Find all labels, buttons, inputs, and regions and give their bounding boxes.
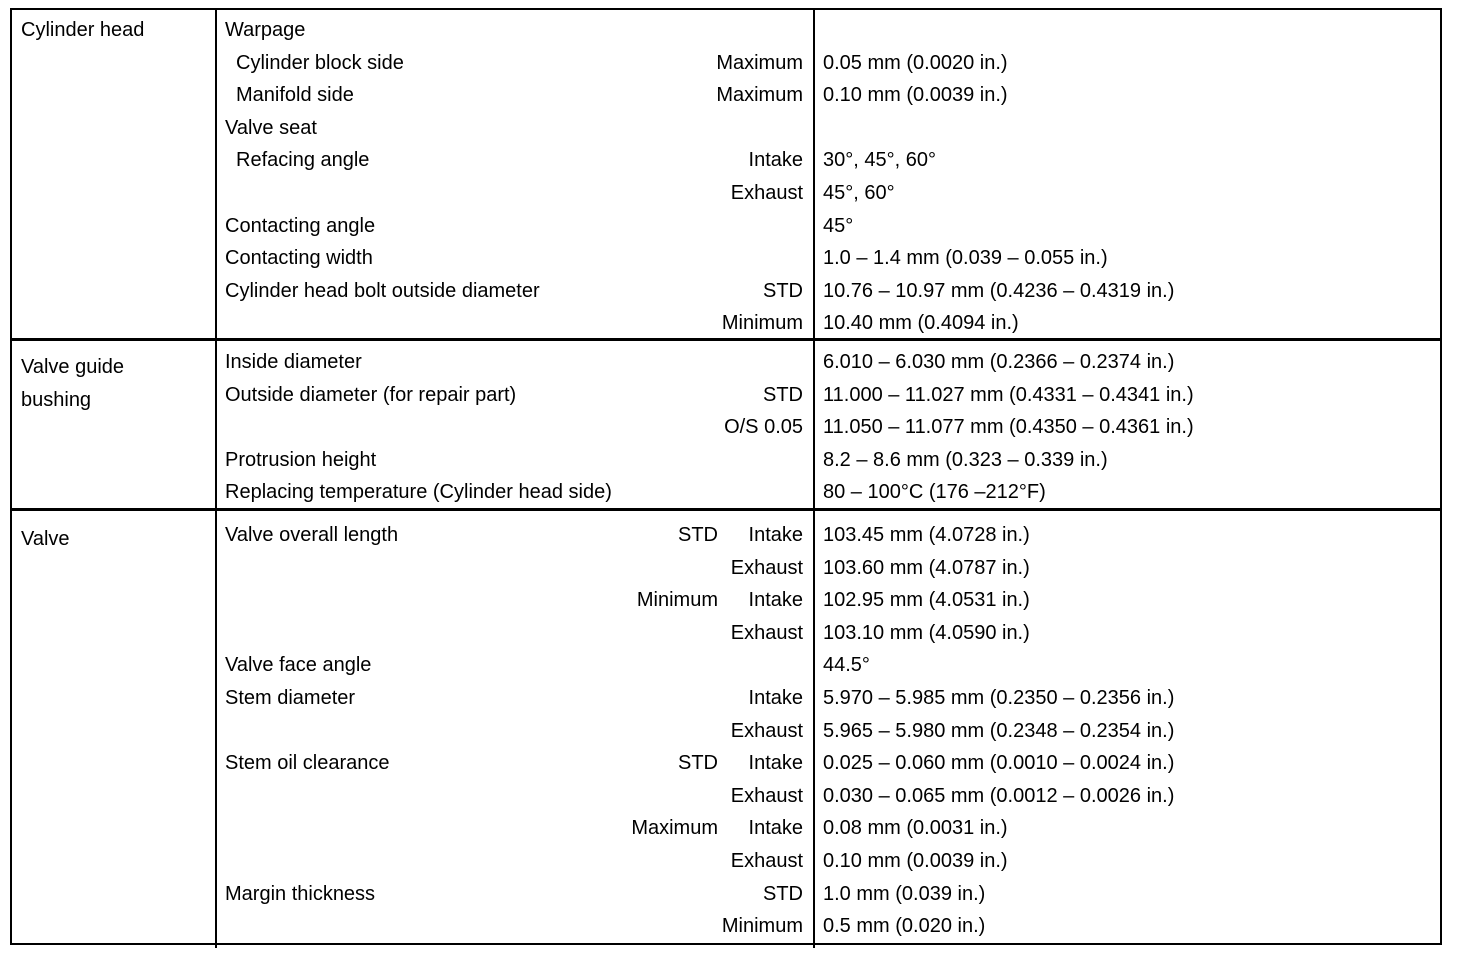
spec-value: 1.0 – 1.4 mm (0.039 – 0.055 in.) xyxy=(823,247,1108,270)
spec-condition: O/S 0.05 xyxy=(724,416,803,439)
spec-condition-cell xyxy=(432,747,803,779)
spec-row xyxy=(12,444,1440,476)
spec-value: 11.000 – 11.027 mm (0.4331 – 0.4341 in.) xyxy=(823,383,1194,406)
spec-row xyxy=(12,682,1440,714)
spec-row xyxy=(12,617,1440,649)
spec-item: Warpage xyxy=(225,19,306,41)
spec-row xyxy=(12,584,1440,616)
spec-value: 80 – 100°C (176 –212°F) xyxy=(823,481,1046,504)
spec-value: 103.45 mm (4.0728 in.) xyxy=(823,524,1030,546)
spec-value: 11.050 – 11.077 mm (0.4350 – 0.4361 in.) xyxy=(823,416,1194,439)
spec-condition-cell xyxy=(432,519,803,551)
spec-item: Manifold side xyxy=(236,84,354,107)
spec-condition: Intake xyxy=(748,817,803,840)
spec-condition-cell xyxy=(432,476,803,508)
spec-value: 102.95 mm (4.0531 in.) xyxy=(823,589,1030,612)
spec-limit: Minimum xyxy=(636,589,718,612)
spec-row xyxy=(12,307,1440,339)
spec-row xyxy=(12,177,1440,209)
spec-row xyxy=(12,519,1440,551)
section-valve xyxy=(12,508,1440,948)
spec-condition: Intake xyxy=(748,149,803,172)
spec-condition-cell xyxy=(432,617,803,649)
spec-condition: Minimum xyxy=(721,915,803,938)
component-name: Cylinder head xyxy=(21,19,145,41)
spec-condition-cell xyxy=(432,346,803,378)
spec-condition-cell xyxy=(432,411,803,443)
spec-condition: Exhaust xyxy=(730,556,803,579)
spec-limit: Maximum xyxy=(631,817,718,840)
spec-value: 0.08 mm (0.0031 in.) xyxy=(823,817,1008,840)
spec-condition: Intake xyxy=(748,687,803,709)
spec-value: 0.025 – 0.060 mm (0.0010 – 0.0024 in.) xyxy=(823,752,1175,775)
spec-limit: STD xyxy=(678,524,718,546)
spec-row xyxy=(12,411,1440,443)
spec-value: 1.0 mm (0.039 in.) xyxy=(823,882,986,905)
spec-condition-cell xyxy=(432,812,803,844)
spec-row xyxy=(12,747,1440,779)
spec-row xyxy=(12,144,1440,176)
spec-condition-cell xyxy=(432,307,803,339)
spec-value: 30°, 45°, 60° xyxy=(823,149,936,172)
spec-value: 0.10 mm (0.0039 in.) xyxy=(823,850,1008,872)
spec-item: Contacting width xyxy=(225,247,373,270)
spec-condition-cell xyxy=(432,910,803,942)
spec-row xyxy=(12,878,1440,910)
spec-condition: Exhaust xyxy=(730,719,803,742)
spec-item: Cylinder block side xyxy=(236,51,404,74)
spec-value: 0.5 mm (0.020 in.) xyxy=(823,915,986,938)
spec-condition: Intake xyxy=(748,589,803,612)
spec-condition-cell xyxy=(432,47,803,79)
spec-row xyxy=(12,715,1440,747)
spec-item: Stem diameter xyxy=(225,687,356,709)
spec-value: 103.10 mm (4.0590 in.) xyxy=(823,621,1030,644)
spec-row xyxy=(12,845,1440,877)
spec-row xyxy=(12,210,1440,242)
spec-value: 0.05 mm (0.0020 in.) xyxy=(823,51,1008,74)
section-valve-guide-bushing xyxy=(12,338,1440,511)
spec-value: 6.010 – 6.030 mm (0.2366 – 0.2374 in.) xyxy=(823,351,1175,373)
spec-condition-cell xyxy=(432,845,803,877)
spec-row xyxy=(12,552,1440,584)
spec-value: 8.2 – 8.6 mm (0.323 – 0.339 in.) xyxy=(823,448,1108,471)
spec-condition: Exhaust xyxy=(730,182,803,204)
spec-item: Cylinder head bolt outside diameter xyxy=(225,279,540,302)
spec-item: Valve face angle xyxy=(225,654,372,677)
spec-item: Contacting angle xyxy=(225,214,376,237)
spec-value: 0.10 mm (0.0039 in.) xyxy=(823,84,1008,107)
spec-item: Replacing temperature (Cylinder head side) xyxy=(225,481,612,504)
spec-row xyxy=(12,379,1440,411)
spec-item: Outside diameter (for repair part) xyxy=(225,383,517,406)
spec-condition-cell xyxy=(432,444,803,476)
spec-limit: STD xyxy=(678,752,718,775)
spec-condition-cell xyxy=(432,144,803,176)
spec-row xyxy=(12,780,1440,812)
spec-row xyxy=(12,910,1440,942)
spec-condition-cell xyxy=(432,552,803,584)
spec-condition-cell xyxy=(432,715,803,747)
spec-condition-cell xyxy=(432,14,803,46)
spec-row xyxy=(12,476,1440,508)
spec-value: 5.965 – 5.980 mm (0.2348 – 0.2354 in.) xyxy=(823,719,1175,742)
spec-condition-cell xyxy=(432,275,803,307)
spec-row xyxy=(12,47,1440,79)
spec-condition: Maximum xyxy=(716,51,803,74)
spec-value: 5.970 – 5.985 mm (0.2350 – 0.2356 in.) xyxy=(823,687,1175,709)
spec-row xyxy=(12,79,1440,111)
spec-condition: STD xyxy=(763,279,803,302)
spec-row xyxy=(12,14,1440,46)
spec-value: 45°, 60° xyxy=(823,182,895,204)
spec-condition-cell xyxy=(432,210,803,242)
spec-item: Valve seat xyxy=(225,116,317,139)
spec-condition-cell xyxy=(432,242,803,274)
spec-condition: Maximum xyxy=(716,84,803,107)
spec-condition-cell xyxy=(432,379,803,411)
spec-condition-cell xyxy=(432,649,803,681)
component-name: Valve guide bushing xyxy=(21,356,125,411)
spec-item: Inside diameter xyxy=(225,351,362,373)
spec-condition-cell xyxy=(432,177,803,209)
spec-condition: Exhaust xyxy=(730,784,803,807)
spec-row xyxy=(12,346,1440,378)
spec-condition-cell xyxy=(432,584,803,616)
spec-item: Margin thickness xyxy=(225,882,376,905)
spec-condition: Intake xyxy=(748,524,803,546)
spec-condition-cell xyxy=(432,682,803,714)
spec-condition: Minimum xyxy=(721,312,803,335)
spec-row xyxy=(12,275,1440,307)
spec-value: 45° xyxy=(823,214,854,237)
spec-row xyxy=(12,242,1440,274)
section-cylinder-head xyxy=(12,10,1440,338)
spec-condition-cell xyxy=(432,79,803,111)
spec-row xyxy=(12,812,1440,844)
spec-item: Protrusion height xyxy=(225,448,377,471)
spec-condition: STD xyxy=(763,383,803,406)
spec-condition-cell xyxy=(432,878,803,910)
spec-item: Stem oil clearance xyxy=(225,752,390,775)
spec-value: 10.40 mm (0.4094 in.) xyxy=(823,312,1019,335)
component-name: Valve xyxy=(21,528,70,550)
spec-item: Refacing angle xyxy=(236,149,370,172)
spec-condition: STD xyxy=(763,882,803,905)
spec-item: Valve overall length xyxy=(225,524,399,546)
spec-condition: Exhaust xyxy=(730,850,803,872)
spec-condition: Intake xyxy=(748,752,803,775)
spec-value: 0.030 – 0.065 mm (0.0012 – 0.0026 in.) xyxy=(823,784,1175,807)
spec-table xyxy=(10,8,1442,945)
spec-condition: Exhaust xyxy=(730,621,803,644)
spec-row xyxy=(12,112,1440,144)
spec-value: 44.5° xyxy=(823,654,870,677)
spec-value: 103.60 mm (4.0787 in.) xyxy=(823,556,1030,579)
spec-condition-cell xyxy=(432,780,803,812)
spec-condition-cell xyxy=(432,112,803,144)
spec-value: 10.76 – 10.97 mm (0.4236 – 0.4319 in.) xyxy=(823,279,1175,302)
spec-row xyxy=(12,649,1440,681)
